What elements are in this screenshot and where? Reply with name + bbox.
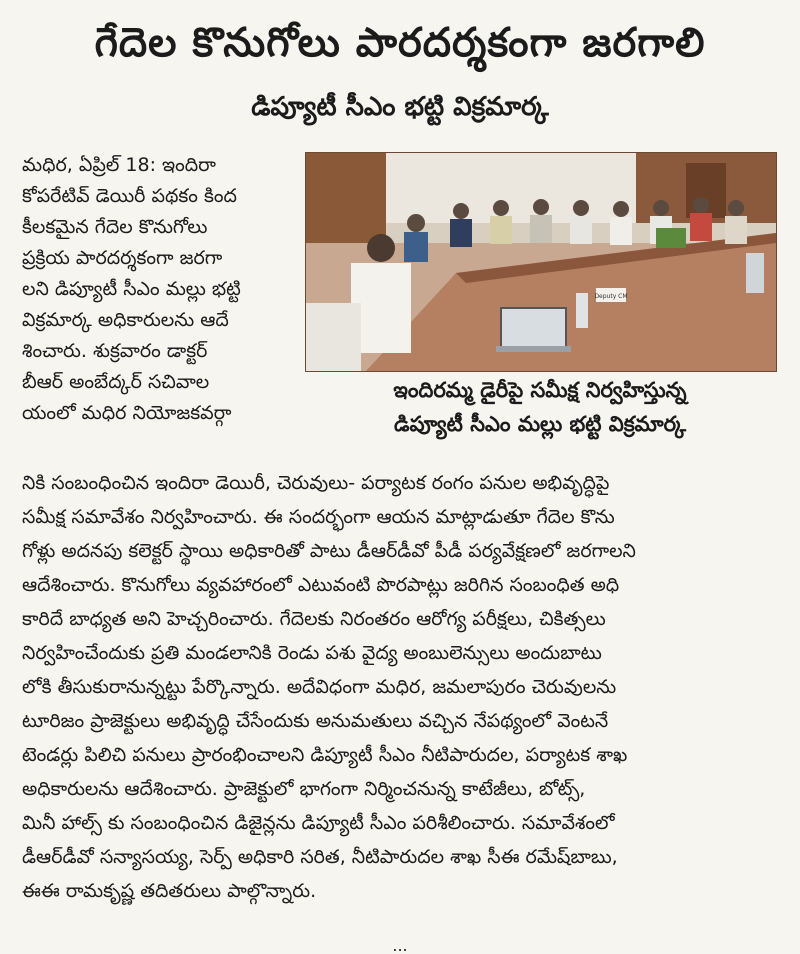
photo-caption-line1: ఇందిరమ్మ డైరీపై సమీక్ష నిర్వహిస్తున్న — [393, 378, 687, 402]
article-line: నికి సంబంధించిన ఇందిరా డెయిరీ, చెరువులు- పర్యాటక రంగం పనుల అభివృద్ధిపై — [22, 472, 610, 494]
article-line: కారిదే బాధ్యత అని హెచ్చరించారు. గేదెలకు నిరంతరం ఆరోగ్య పరీక్షలు, చికిత్సలు — [22, 608, 606, 630]
article-line: యంలో మధిర నియోజకవర్గా — [22, 402, 232, 424]
article-line: ఈఈ రామకృష్ణ తదితరులు పాల్గొన్నారు. — [22, 880, 317, 902]
article-line: ప్రక్రియ పారదర్శకంగా జరగా — [22, 247, 223, 269]
subheadline: డిప్యూటీ సీఎం భట్టి విక్రమార్క — [251, 92, 549, 122]
article-line: లని డిప్యూటీ సీఎం మల్లు భట్టి — [22, 278, 241, 300]
article-line: కోపరేటివ్ డెయిరీ పథకం కింద — [22, 185, 237, 207]
article-line: టెండర్లు పిలిచి పనులు ప్రారంభించాలని డిప్యూటీ సీఎం నీటిపారుదల, పర్యాటక శాఖ — [22, 744, 628, 766]
article-line: సమీక్ష సమావేశం నిర్వహించారు. ఈ సందర్భంగా ఆయన మాట్లాడుతూ గేదెల కొను — [22, 506, 615, 528]
next-article-fragment: ... — [392, 936, 408, 954]
article-line: కీలకమైన గేదెల కొనుగోలు — [22, 216, 208, 238]
meeting-photo — [305, 152, 777, 372]
article-line: విక్రమార్క అధికారులను ఆదే — [22, 309, 229, 331]
article-line: మినీ హాల్స్ కు సంబంధించిన డిజైన్లను డిప్యూటీ సీఎం పరిశీలించారు. సమావేశంలో — [22, 812, 615, 834]
article-line: మధిర, ఏప్రిల్ 18: ఇందిరా — [22, 154, 216, 176]
article-line: డీఆర్‌డీవో సన్యాసయ్య, సెర్ప్ అధికారి సరిత, నీటిపారుదల శాఖ సీఈ రమేష్‌బాబు, — [22, 846, 618, 868]
article-line: బీఆర్ అంబేద్కర్ సచివాల — [22, 371, 210, 393]
headline: గేదెల కొనుగోలు పారదర్శకంగా జరగాలి — [94, 20, 706, 66]
article-line: నిర్వహించేందుకు ప్రతి మండలానికి రెండు పశు వైద్య అంబులెన్సులు అందుబాటు — [22, 642, 602, 664]
photo-caption-line2: డిప్యూటీ సీఎం మల్లు భట్టి విక్రమార్క — [394, 412, 686, 436]
article-line: గోళ్లు అదనపు కలెక్టర్ స్థాయి అధికారితో పాటు డీఆర్‌డీవో పీడీ పర్యవేక్షణలో జరగాలని — [22, 540, 636, 562]
article-line: అధికారులను ఆదేశించారు. ప్రాజెక్టులో భాగంగా నిర్మించనున్న కాటేజీలు, బోట్స్, — [22, 778, 586, 800]
name-plate-label: Deputy CM — [594, 293, 628, 300]
article-line: టూరిజం ప్రాజెక్టులు అభివృద్ధి చేసేందుకు అనుమతులు వచ్చిన నేపథ్యంలో వెంటనే — [22, 710, 609, 732]
article-line: ఆదేశించారు. కొనుగోలు వ్యవహారంలో ఎటువంటి పొరపాట్లు జరిగిన సంబంధిత అధి — [22, 574, 620, 596]
article-line: లోకి తీసుకురానున్నట్టు పేర్కొన్నారు. అదేవిధంగా మధిర, జమలాపురం చెరువులను — [22, 676, 617, 698]
meeting-photo-illustration — [306, 153, 776, 371]
article-line: శించారు. శుక్రవారం డాక్టర్ — [22, 340, 208, 362]
